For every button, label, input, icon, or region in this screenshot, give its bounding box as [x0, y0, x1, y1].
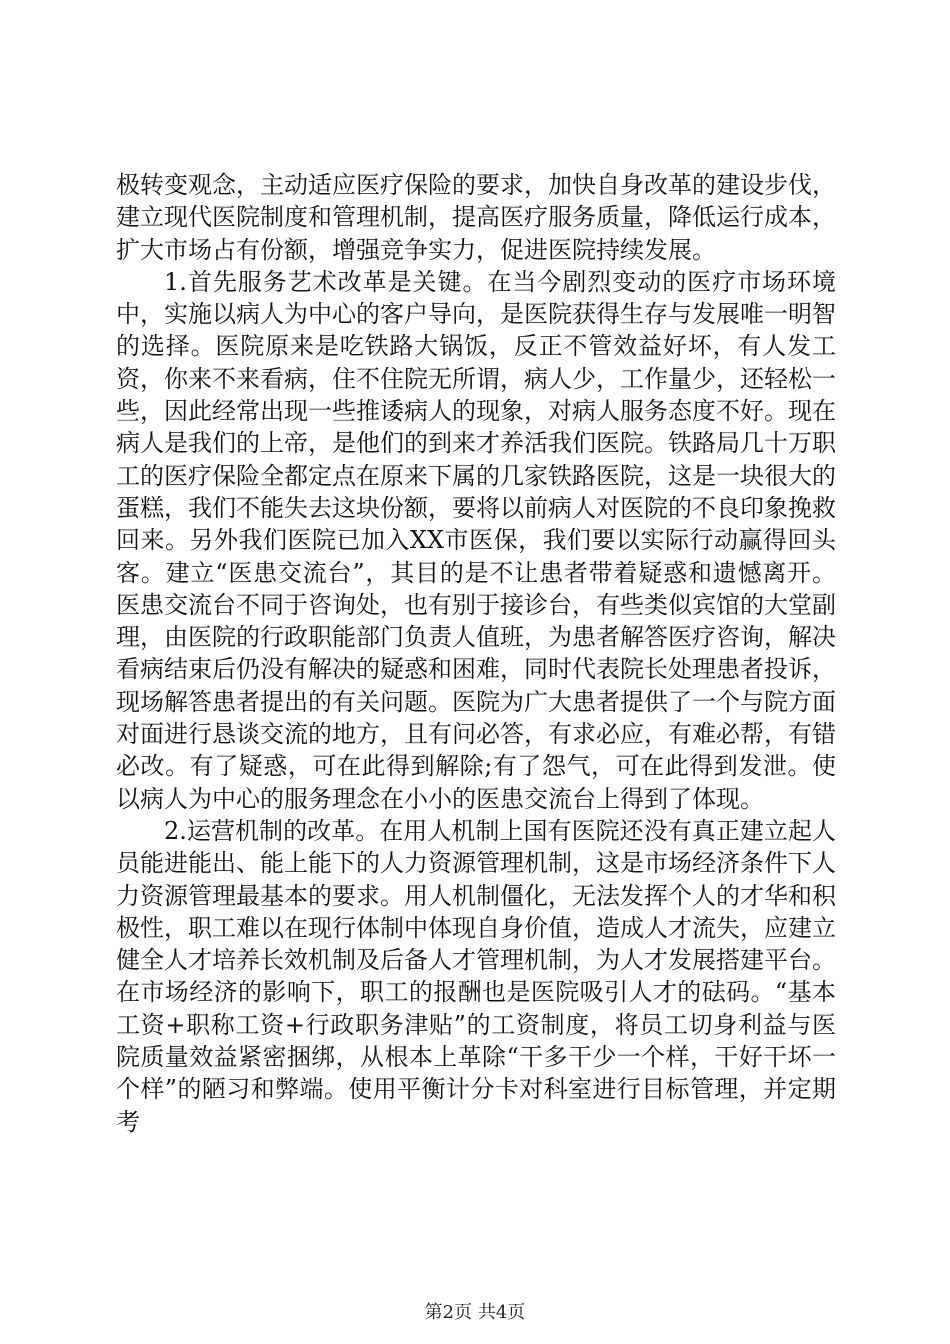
paragraph-continuation: 极转变观念，主动适应医疗保险的要求，加快自身改革的建设步伐，建立现代医院制度和管理机制，提高医疗服务质量，降低运行成本，扩大市场占有份额，增强竞争实力，促进医院持续发展。 [116, 171, 836, 264]
paragraph-service-reform: 1.首先服务艺术改革是关键。在当今剧烈变动的医疗市场环境中，实施以病人为中心的客户导向，是医院获得生存与发展唯一明智的选择。医院原来是吃铁路大锅饭，反正不管效益好坏，有人发工资，你来不来看病，住不住院无所谓，病人少，工作量少，还轻松一些，因此经常出现一些推诿病人的现象，对病人服务态度不好。现在病人是我们的上帝，是他们的到来才养活我们医院。铁路局几十万职工的医疗保险全都定点在原来下属的几家铁路医院，这是一块很大的蛋糕，我们不能失去这块份额，要将以前病人对医院的不良印象挽救回来。另外我们医院已加入XX市医保，我们要以实际行动赢得回头客。建立“医患交流台”，其目的是不让患者带着疑惑和遗憾离开。医患交流台不同于咨询处，也有别于接诊台，有些类似宾馆的大堂副理，由医院的行政职能部门负责人值班，为患者解答医疗咨询，解决看病结束后仍没有解决的疑惑和困难，同时代表院长处理患者投诉，现场解答患者提出的有关问题。医院为广大患者提供了一个与院方面对面进行恳谈交流的地方，且有问必答，有求必应，有难必帮，有错必改。有了疑惑，可在此得到解除;有了怨气，可在此得到发泄。使以病人为中心的服务理念在小小的医患交流台上得到了体现。 [116, 267, 836, 813]
document-body [116, 169, 836, 1138]
page-number-footer: 第2页 共4页 [424, 1302, 526, 1323]
paragraph-operation-reform: 2.运营机制的改革。在用人机制上国有医院还没有真正建立起人员能进能出、能上能下的人力资源管理机制，这是市场经济条件下人力资源管理最基本的要求。用人机制僵化，无法发挥个人的才华和积极性，职工难以在现行体制中体现自身价值，造成人才流失，应建立健全人才培养长效机制及后备人才管理机制，为人才发展搭建平台。在市场经济的影响下，职工的报酬也是医院吸引人才的砝码。“基本工资+职称工资+行政职务津贴”的工资制度，将员工切身利益与医院质量效益紧密捆绑，从根本上革除“干多干少一个样，干好干坏一个样”的陋习和弊端。使用平衡计分卡对科室进行目标管理，并定期考 [116, 816, 836, 1136]
